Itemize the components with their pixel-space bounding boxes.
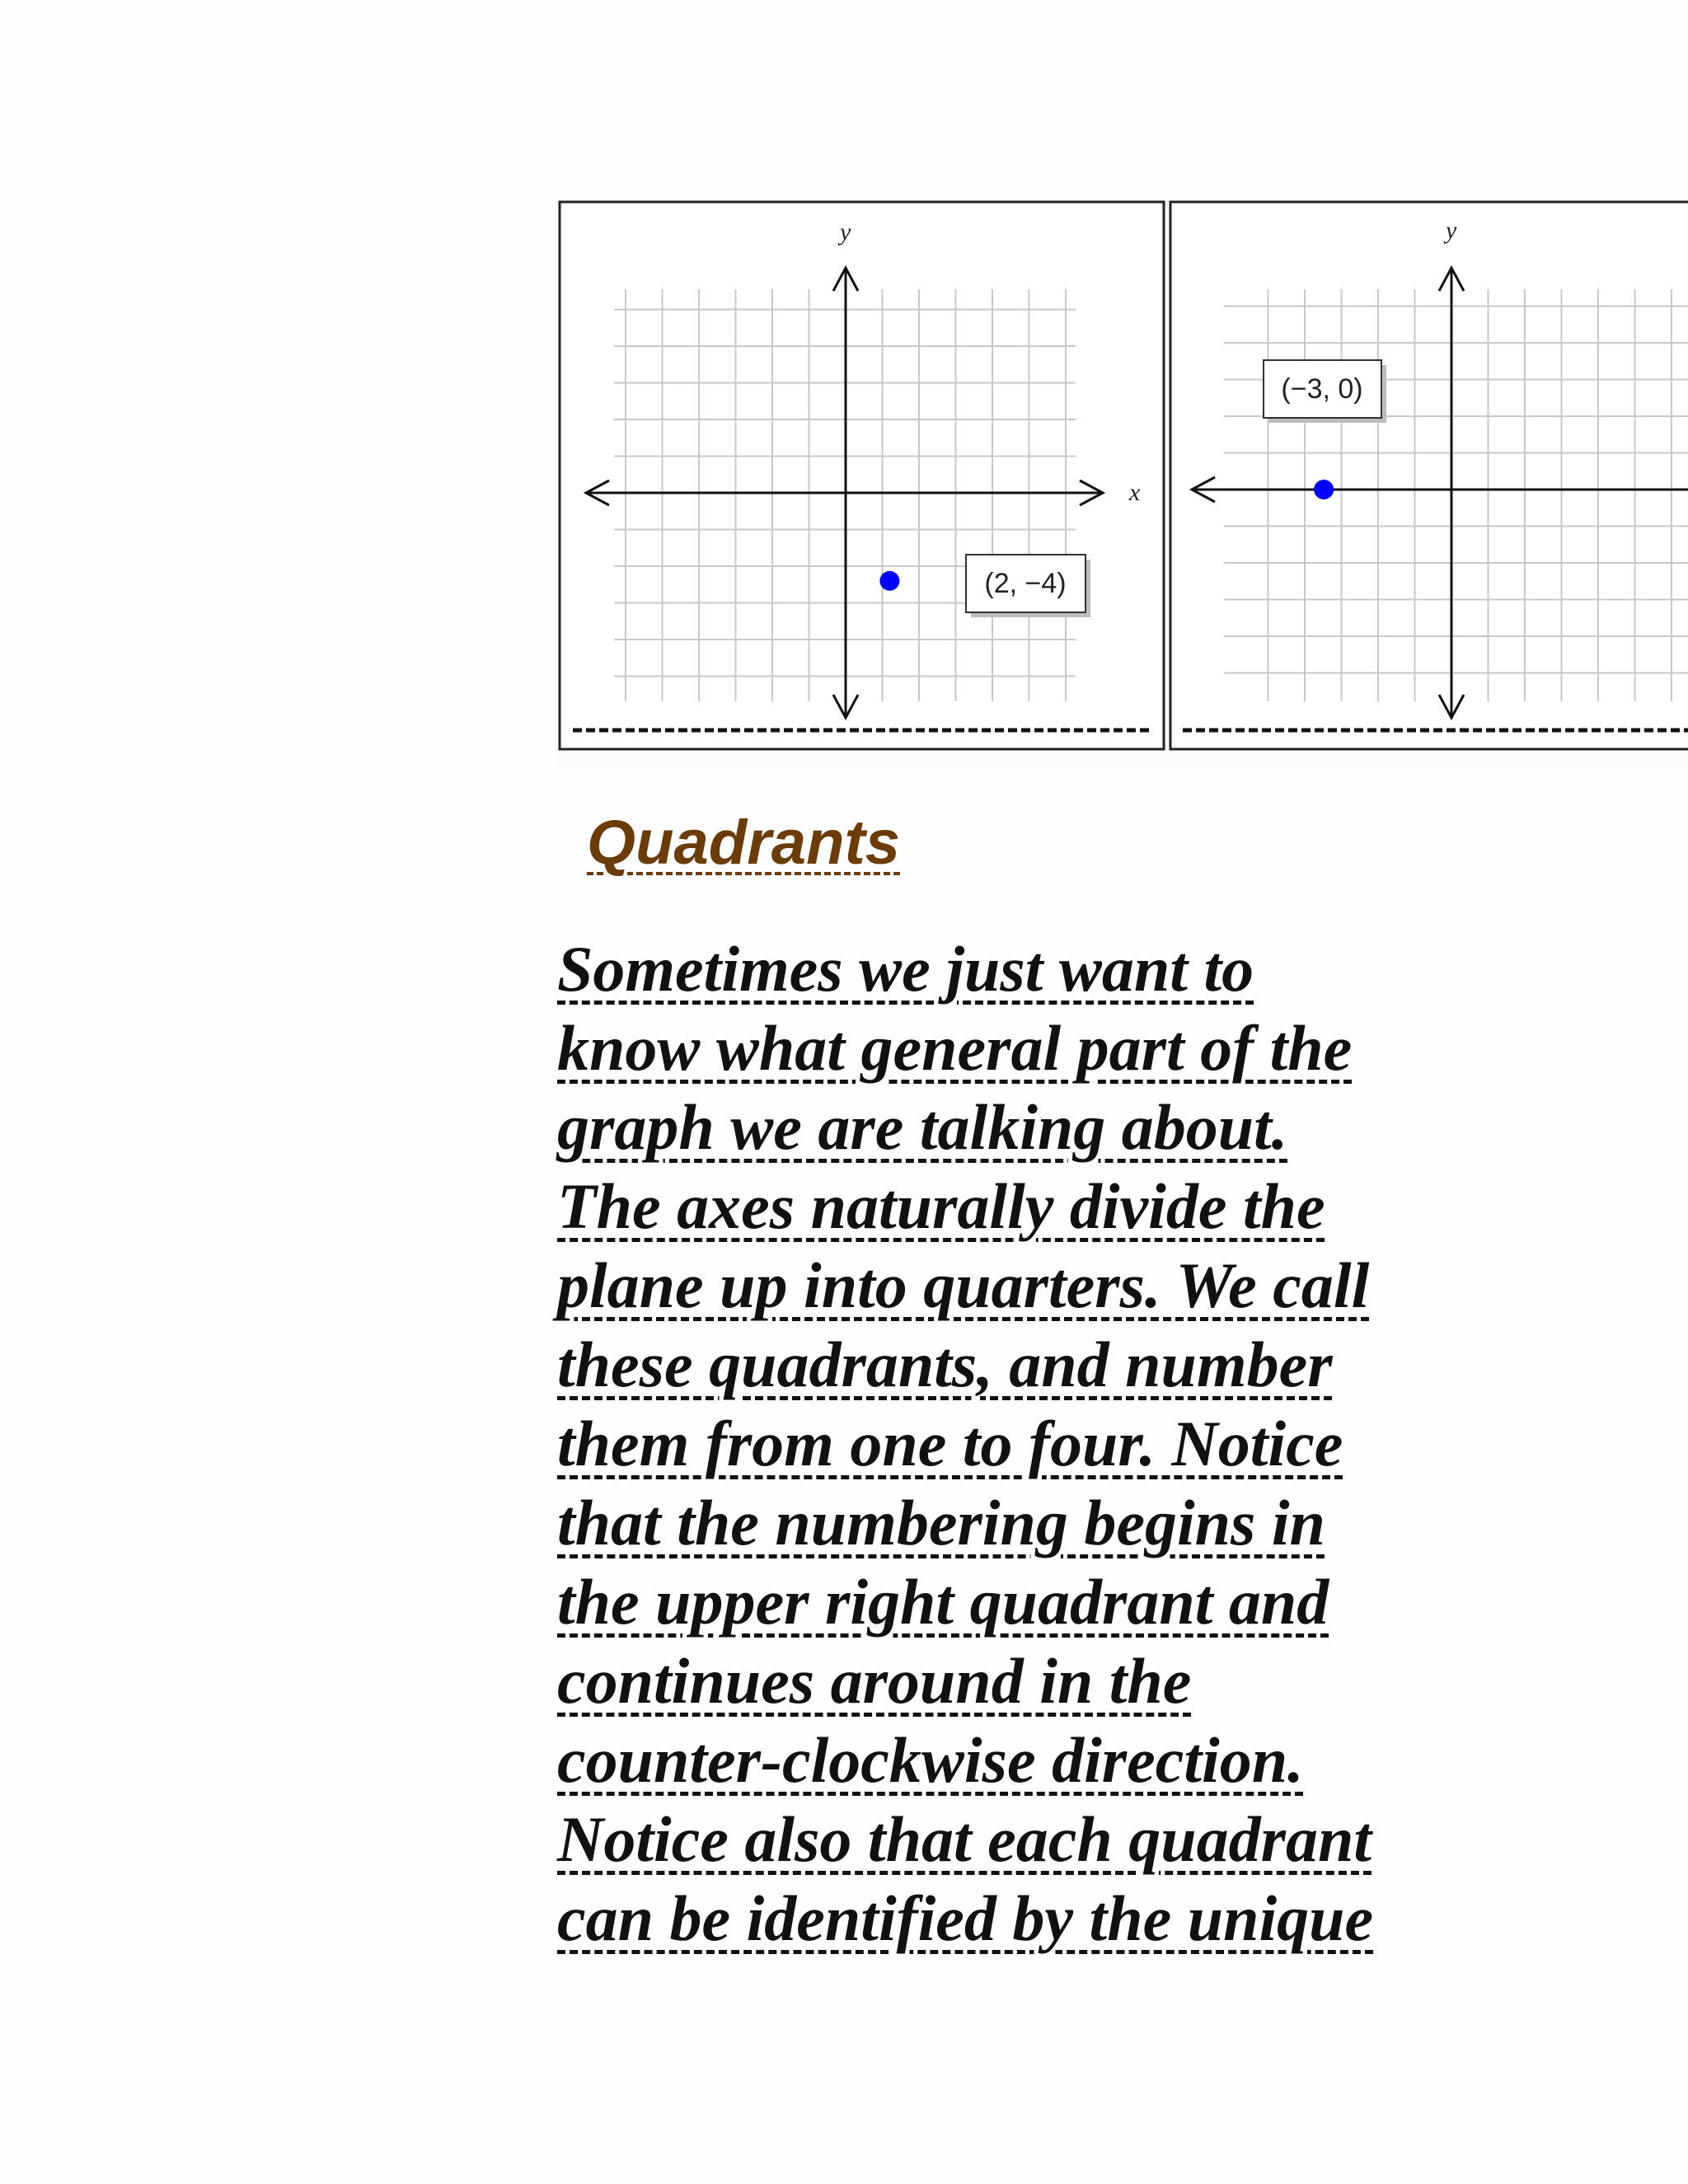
paragraph-line xyxy=(557,1642,1688,1721)
paragraph-line-text: the upper right quadrant and xyxy=(557,1566,1329,1638)
paragraph-line-text: graph we are talking about. xyxy=(557,1091,1288,1163)
right-y-axis-label: y xyxy=(1446,217,1457,244)
paragraph-line xyxy=(557,1167,1688,1246)
left-point-callout xyxy=(966,555,1090,617)
paragraph-line-text: can be identified by the unique xyxy=(557,1882,1374,1954)
paragraph-line xyxy=(557,1721,1688,1800)
paragraph-line-text: plane up into quarters. We call xyxy=(557,1249,1370,1321)
left-data-point xyxy=(879,571,899,591)
paragraph-line-text: that the numbering begins in xyxy=(557,1487,1325,1558)
left-graph-panel xyxy=(560,202,1164,749)
paragraph-line-text: counter-clockwise direction. xyxy=(557,1724,1304,1796)
paragraph-line xyxy=(557,1879,1688,1958)
left-x-axis-label: x xyxy=(1129,479,1141,506)
paragraph-line xyxy=(557,930,1688,1009)
left-point-label: (2, −4) xyxy=(984,568,1067,599)
paragraph-line xyxy=(557,1483,1688,1563)
paragraph-line-text: The axes naturally divide the xyxy=(557,1170,1325,1242)
right-point-label: (−3, 0) xyxy=(1281,373,1363,405)
graph-figures xyxy=(556,199,1688,767)
paragraph-line-text: Sometimes we just want to xyxy=(557,933,1254,1005)
body-paragraph xyxy=(557,930,1688,1958)
paragraph-line xyxy=(557,1404,1688,1483)
paragraph-line-text: Notice also that each quadrant xyxy=(557,1803,1372,1875)
section-heading: Quadrants xyxy=(587,808,901,878)
paragraph-line-text: continues around in the xyxy=(557,1645,1192,1717)
paragraph-line xyxy=(557,1088,1688,1167)
paragraph-line xyxy=(557,1563,1688,1642)
right-graph-panel xyxy=(1170,202,1688,749)
paragraph-line-text: these quadrants, and number xyxy=(557,1329,1333,1400)
paragraph-line xyxy=(557,1325,1688,1404)
paragraph-line xyxy=(557,1009,1688,1088)
paragraph-line xyxy=(557,1800,1688,1879)
right-data-point xyxy=(1314,480,1334,499)
right-point-callout xyxy=(1264,360,1386,423)
paragraph-line-text: them from one to four. Notice xyxy=(557,1408,1343,1479)
left-y-axis-label: y xyxy=(840,218,851,246)
paragraph-line-text: know what general part of the xyxy=(557,1012,1353,1084)
paragraph-line xyxy=(557,1246,1688,1325)
